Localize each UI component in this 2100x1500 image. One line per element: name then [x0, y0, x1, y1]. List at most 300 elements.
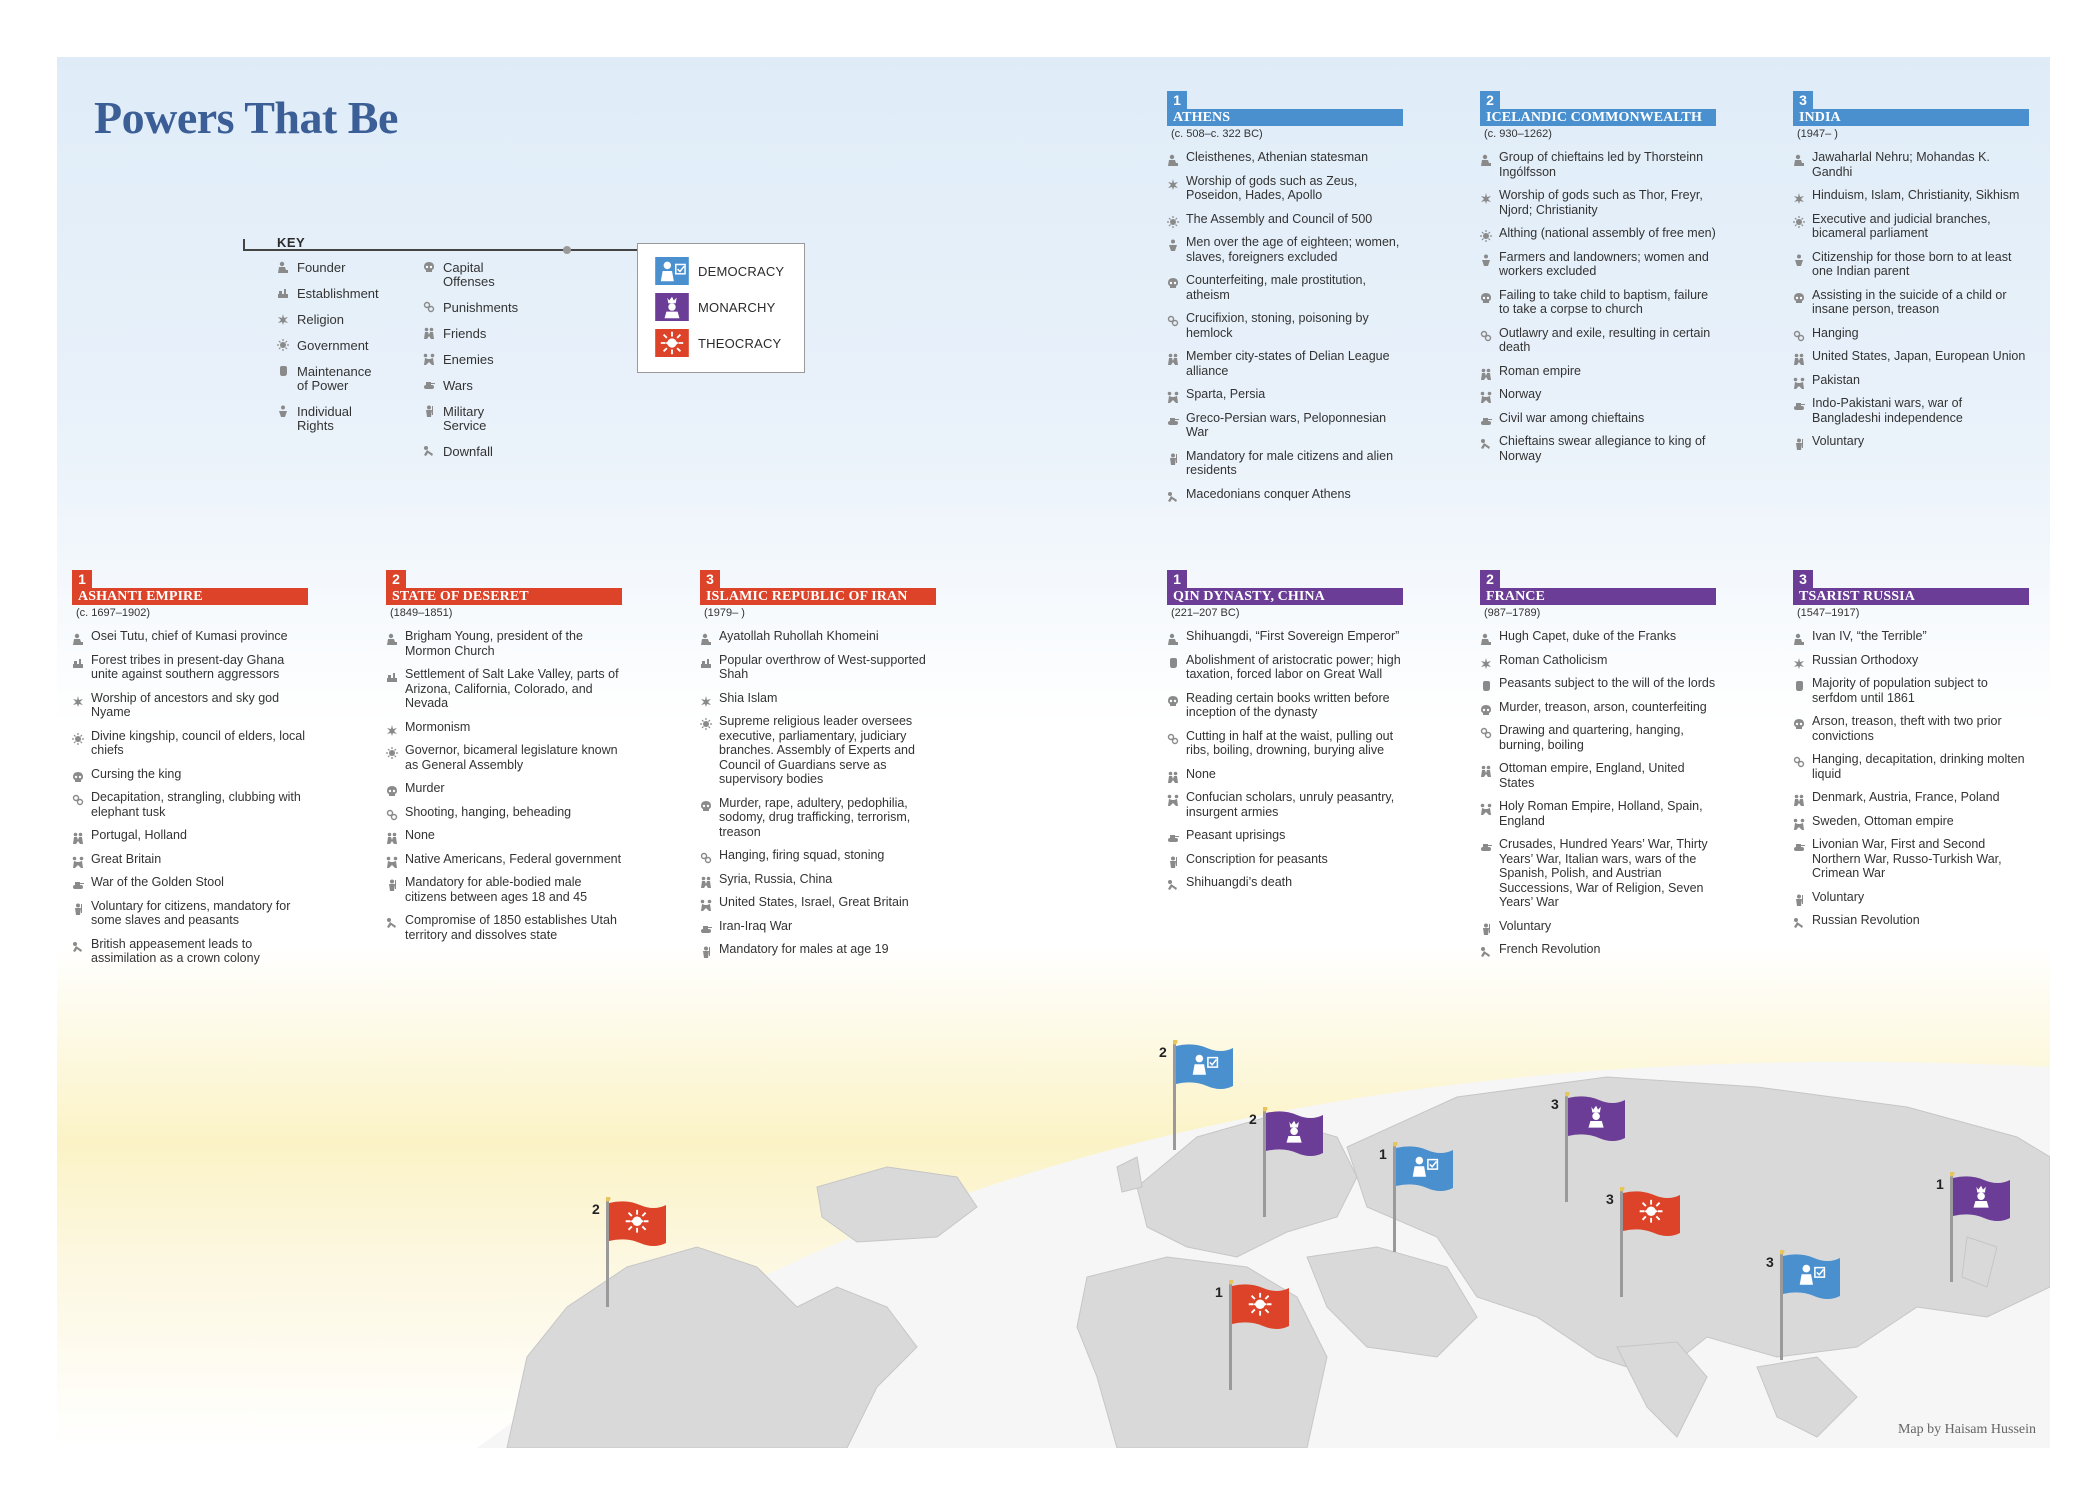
regime-fact	[72, 729, 312, 758]
soldier-icon	[1793, 891, 1805, 903]
regime-fact	[700, 629, 940, 644]
key-item-label: Downfall	[443, 444, 493, 459]
government-icon	[1167, 213, 1179, 225]
tank-icon	[1793, 838, 1805, 850]
tank-icon	[1480, 412, 1492, 424]
regime-column	[1480, 91, 1720, 472]
regime-fact-text: Cutting in half at the waist, pulling out ribs, boiling, drowning, burying alive	[1186, 728, 1394, 757]
flag-graphic	[1393, 1142, 1457, 1252]
regime-column	[1793, 570, 2033, 937]
regime-number: 2	[1480, 91, 1500, 109]
regime-fact	[386, 875, 626, 904]
regime-fact-text: Worship of ancestors and sky god Nyame	[91, 690, 280, 719]
regime-fact-text: Divine kingship, council of elders, local chiefs	[91, 728, 305, 757]
regime-fact-text: Shihuangdi’s death	[1186, 875, 1293, 889]
regime-fact-text: Livonian War, First and Second Northern War, Russo-Turkish War, Crimean War	[1812, 837, 2002, 880]
friends-icon	[700, 873, 712, 885]
regime-fact-text: Cleisthenes, Athenian statesman	[1186, 150, 1369, 164]
regime-fact	[1793, 714, 2033, 743]
soldier-icon	[423, 405, 435, 417]
infographic-page	[57, 57, 2050, 1448]
tank-icon	[1167, 829, 1179, 841]
regime-fact	[1480, 364, 1720, 379]
regime-fact-text: The Assembly and Council of 500	[1186, 211, 1373, 226]
flag-graphic	[606, 1197, 670, 1307]
regime-fact-text: United States, Japan, European Union	[1812, 349, 2026, 363]
regime-fact	[1167, 629, 1407, 644]
key-right-column	[423, 261, 529, 471]
regime-fact	[1480, 188, 1720, 217]
religion-icon	[1793, 189, 1805, 201]
regime-fact	[72, 629, 312, 644]
soldier-icon	[1167, 853, 1179, 865]
map-flag-democracy	[1159, 1040, 1237, 1154]
regime-name: ATHENS	[1167, 109, 1403, 126]
flag-graphic	[1620, 1187, 1684, 1297]
regime-fact-text: Murder, treason, arson, counterfeiting	[1499, 699, 1707, 714]
regime-fact-text: Peasants subject to the will of the lords	[1499, 676, 1716, 690]
establishment-icon	[386, 668, 398, 680]
regime-fact	[72, 937, 312, 966]
key-item-label: Military Service	[443, 404, 487, 433]
religion-icon	[386, 721, 398, 733]
regime-number: 1	[1167, 570, 1187, 588]
regime-fact-text: Failing to take child to baptism, failure to take a corpse to church	[1499, 287, 1709, 316]
regime-name: FRANCE	[1480, 588, 1716, 605]
regime-fact-text: Voluntary	[1499, 918, 1552, 933]
friends-icon	[1480, 762, 1492, 774]
regime-fact-text: Osei Tutu, chief of Kumasi province	[91, 629, 288, 643]
map-flag-monarchy	[1936, 1172, 2014, 1286]
religion-icon	[1793, 654, 1805, 666]
regime-fact	[1167, 235, 1407, 264]
regime-fact-text: Arson, treason, theft with two prior convictions	[1812, 714, 2002, 743]
regime-dates: (c. 1697–1902)	[76, 607, 150, 619]
regime-fact-text: Brigham Young, president of the Mormon Church	[405, 629, 583, 658]
skull-icon	[1793, 289, 1805, 301]
flag-number: 3	[1606, 1191, 1614, 1207]
regime-fact-text: Shihuangdi, “First Sovereign Emperor”	[1186, 629, 1400, 643]
regime-name: ISLAMIC REPUBLIC OF IRAN	[700, 588, 936, 605]
regime-fact-text: British appeasement leads to assimilation as a crown colony	[91, 936, 260, 965]
flag-graphic	[1950, 1172, 2014, 1282]
skull-icon	[1480, 701, 1492, 713]
regime-banner	[1480, 91, 1720, 126]
regime-fact	[1480, 150, 1720, 179]
key-item-label: Founder	[297, 260, 346, 275]
founder-icon	[1793, 151, 1805, 163]
regime-fact-text: Group of chieftains led by Thorsteinn Ingólfsson	[1499, 150, 1704, 179]
map-flag-democracy	[1766, 1250, 1844, 1364]
regime-fact	[386, 781, 626, 796]
shackles-icon	[1167, 312, 1179, 324]
regime-fact-text: Mormonism	[405, 719, 471, 734]
regime-fact-text: Crucifixion, stoning, poisoning by hemlock	[1186, 311, 1369, 340]
key-item	[277, 313, 383, 327]
regime-fact-text: Denmark, Austria, France, Poland	[1812, 790, 2000, 804]
regime-fact-text: Majority of population subject to serfdom until 1861	[1812, 676, 1988, 705]
power-fist-icon	[1167, 654, 1179, 666]
regime-fact-text: Greco-Persian wars, Peloponnesian War	[1186, 410, 1387, 439]
regime-fact-text: Sparta, Persia	[1186, 387, 1266, 401]
shackles-icon	[1480, 327, 1492, 339]
regime-fact	[700, 919, 940, 934]
tank-icon	[72, 876, 84, 888]
regime-fact	[1480, 250, 1720, 279]
regime-fact-text: Portugal, Holland	[91, 828, 187, 842]
regime-fact	[72, 875, 312, 890]
ballot-figure-icon	[652, 257, 692, 285]
key-rule-dot	[563, 246, 571, 254]
regime-fact-text: Althing (national assembly of free men)	[1499, 226, 1716, 240]
regime-fact-text: None	[405, 828, 435, 842]
regime-fact-text: Citizenship for those born to at least one Indian parent	[1812, 249, 2012, 278]
regime-fact	[1480, 723, 1720, 752]
regime-dates: (1979– )	[704, 607, 745, 619]
regime-fact-text: Murder, rape, adultery, pedophilia, sodomy, drug trafficking, terrorism, treason	[719, 795, 911, 839]
regime-fact	[1480, 653, 1720, 668]
flag-number: 2	[1249, 1111, 1257, 1127]
soldier-icon	[700, 943, 712, 955]
regime-fact-text: Hugh Capet, duke of the Franks	[1499, 629, 1677, 643]
map-flag-theocracy	[1606, 1187, 1684, 1301]
founder-icon	[1793, 630, 1805, 642]
regime-column	[700, 570, 940, 966]
regime-fact	[1167, 449, 1407, 478]
regime-fact-text: Voluntary	[1812, 434, 1865, 448]
gov-type-label: MONARCHY	[698, 299, 776, 315]
regime-fact	[1167, 487, 1407, 502]
shackles-icon	[700, 849, 712, 861]
key-item-label: Capital Offenses	[443, 260, 495, 289]
regime-fact	[700, 714, 940, 787]
regime-fact	[1167, 828, 1407, 843]
soldier-icon	[1167, 450, 1179, 462]
friends-icon	[1167, 768, 1179, 780]
key-item	[423, 261, 529, 289]
government-type-legend	[637, 243, 805, 373]
founder-icon	[72, 630, 84, 642]
regime-fact	[700, 872, 940, 887]
regime-column	[386, 570, 626, 951]
soldier-icon	[1480, 920, 1492, 932]
falling-figure-icon	[1480, 435, 1492, 447]
regime-column	[1167, 91, 1407, 510]
flag-graphic	[1780, 1250, 1844, 1360]
regime-fact	[1480, 761, 1720, 790]
friends-icon	[386, 829, 398, 841]
regime-fact	[1167, 387, 1407, 402]
shackles-icon	[1167, 730, 1179, 742]
regime-fact	[1793, 250, 2033, 279]
regime-fact-text: Men over the age of eighteen; women, slaves, foreigners excluded	[1186, 235, 1400, 264]
skull-icon	[1480, 289, 1492, 301]
enemies-icon	[386, 853, 398, 865]
regime-fact	[1480, 434, 1720, 463]
regime-banner	[1480, 570, 1720, 605]
friends-icon	[1793, 350, 1805, 362]
regime-name: ICELANDIC COMMONWEALTH	[1480, 109, 1716, 126]
map-flag-democracy	[1379, 1142, 1457, 1256]
map-flag-monarchy	[1249, 1107, 1327, 1221]
regime-fact	[72, 828, 312, 843]
key-item	[423, 405, 529, 433]
friends-icon	[423, 327, 435, 339]
key-item-label: Wars	[443, 378, 473, 393]
regime-fact	[72, 899, 312, 928]
key-item-label: Maintenance of Power	[297, 364, 372, 393]
power-fist-icon	[1480, 677, 1492, 689]
regime-fact	[72, 852, 312, 867]
skull-icon	[1793, 715, 1805, 727]
regime-number: 1	[72, 570, 92, 588]
government-icon	[700, 715, 712, 727]
regime-fact-text: Decapitation, strangling, clubbing with elephant tusk	[91, 790, 301, 819]
enemies-icon	[1167, 791, 1179, 803]
tank-icon	[1167, 412, 1179, 424]
regime-fact-text: Chieftains swear allegiance to king of Norway	[1499, 434, 1706, 463]
flag-graphic	[1565, 1092, 1629, 1202]
government-icon	[1793, 213, 1805, 225]
tank-icon	[1793, 397, 1805, 409]
regime-name: ASHANTI EMPIRE	[72, 588, 308, 605]
enemies-icon	[700, 896, 712, 908]
regime-fact-text: United States, Israel, Great Britain	[719, 895, 909, 909]
key-item	[423, 353, 529, 367]
regime-column	[1480, 570, 1720, 966]
regime-number: 2	[386, 570, 406, 588]
regime-fact	[386, 828, 626, 843]
regime-fact-text: Confucian scholars, unruly peasantry, insurgent armies	[1186, 790, 1395, 819]
regime-fact	[1793, 373, 2033, 388]
regime-fact-text: Russian Revolution	[1812, 913, 1920, 927]
skull-icon	[72, 768, 84, 780]
regime-fact	[1167, 875, 1407, 890]
regime-fact-text: Farmers and landowners; women and workers excluded	[1499, 249, 1709, 278]
regime-fact	[1793, 913, 2033, 928]
regime-fact-text: Macedonians conquer Athens	[1186, 486, 1351, 501]
regime-fact-text: Russian Orthodoxy	[1812, 652, 1919, 667]
regime-fact	[700, 942, 940, 957]
regime-fact	[1167, 852, 1407, 867]
regime-fact-text: Crusades, Hundred Years’ War, Thirty Years’ War, Italian wars, wars of the Spanish, Polish, and Austrian Successions, War of Religion, Seven Years’ War	[1499, 837, 1708, 909]
key-item	[277, 261, 383, 275]
shackles-icon	[1480, 724, 1492, 736]
regime-column	[72, 570, 312, 975]
regime-fact-text: Voluntary	[1812, 889, 1865, 904]
regime-fact	[1480, 288, 1720, 317]
regime-fact-text: Assisting in the suicide of a child or insane person, treason	[1812, 287, 2007, 316]
regime-fact	[1793, 653, 2033, 668]
key-item-label: Enemies	[443, 352, 494, 367]
regime-fact	[1793, 676, 2033, 705]
regime-fact-text: Worship of gods such as Zeus, Poseidon, Hades, Apollo	[1186, 173, 1358, 202]
shackles-icon	[72, 791, 84, 803]
regime-fact-text: Abolishment of aristocratic power; high taxation, forced labor on Great Wall	[1186, 652, 1401, 681]
radiant-eye-icon	[652, 329, 692, 357]
regime-fact	[1793, 212, 2033, 241]
flag-number: 3	[1766, 1254, 1774, 1270]
falling-figure-icon	[1480, 943, 1492, 955]
regime-fact	[1167, 273, 1407, 302]
regime-fact	[700, 796, 940, 840]
regime-fact-text: Hanging, firing squad, stoning	[719, 848, 885, 862]
key-item-label: Establishment	[297, 286, 379, 301]
flag-number: 3	[1551, 1096, 1559, 1112]
regime-fact-text: Drawing and quartering, hanging, burning, boiling	[1499, 723, 1684, 752]
falling-figure-icon	[386, 914, 398, 926]
skull-icon	[423, 261, 435, 273]
gov-type-monarchy	[652, 293, 790, 321]
regime-banner	[386, 570, 626, 605]
religion-icon	[1167, 175, 1179, 187]
regime-fact-text: Cursing the king	[91, 766, 182, 781]
regime-dates: (1947– )	[1797, 128, 1838, 140]
regime-fact	[72, 691, 312, 720]
regime-fact	[1793, 288, 2033, 317]
founder-icon	[1480, 151, 1492, 163]
key-item	[277, 287, 383, 301]
regime-fact-text: Outlawry and exile, resulting in certain death	[1499, 325, 1711, 354]
regime-dates: (c. 508–c. 322 BC)	[1171, 128, 1263, 140]
enemies-icon	[1167, 388, 1179, 400]
shackles-icon	[1793, 327, 1805, 339]
individual-rights-icon	[1167, 236, 1179, 248]
religion-icon	[700, 692, 712, 704]
regime-fact-text: Popular overthrow of West-supported Shah	[719, 652, 926, 681]
regime-fact-text: Iran-Iraq War	[719, 918, 793, 933]
individual-rights-icon	[1793, 251, 1805, 263]
regime-dates: (1547–1917)	[1797, 607, 1860, 619]
flag-number: 2	[1159, 1044, 1167, 1060]
regime-banner	[1167, 570, 1407, 605]
regime-number: 2	[1480, 570, 1500, 588]
regime-fact-text: Supreme religious leader oversees executive, parliamentary, judiciary branches. Assembly of Experts and Council of Guardians serve as supervisory bodies	[719, 714, 915, 786]
regime-fact-text: Ottoman empire, England, United States	[1499, 761, 1685, 790]
key-item-label: Individual Rights	[297, 404, 352, 433]
regime-fact	[1167, 411, 1407, 440]
flag-number: 1	[1379, 1146, 1387, 1162]
individual-rights-icon	[1480, 251, 1492, 263]
gov-type-democracy	[652, 257, 790, 285]
key-title: KEY	[277, 235, 306, 250]
regime-fact-text: Counterfeiting, male prostitution, atheism	[1186, 273, 1366, 302]
regime-fact	[386, 667, 626, 711]
regime-fact-text: Indo-Pakistani wars, war of Bangladeshi independence	[1812, 396, 1963, 425]
regime-banner	[1793, 570, 2033, 605]
regime-fact-text: War of the Golden Stool	[91, 875, 224, 889]
soldier-icon	[1793, 435, 1805, 447]
regime-banner	[700, 570, 940, 605]
regime-dates: (1849–1851)	[390, 607, 453, 619]
friends-icon	[1167, 350, 1179, 362]
founder-icon	[386, 630, 398, 642]
regime-fact-text: Great Britain	[91, 851, 162, 866]
gov-type-label: DEMOCRACY	[698, 263, 785, 279]
key-item	[423, 301, 529, 315]
regime-fact-text: Mandatory for males at age 19	[719, 942, 889, 956]
key-item	[277, 405, 383, 433]
government-icon	[386, 744, 398, 756]
regime-fact	[1167, 212, 1407, 227]
king-icon	[652, 293, 692, 321]
skull-icon	[386, 782, 398, 794]
regime-fact	[1793, 890, 2033, 905]
regime-dates: (c. 930–1262)	[1484, 128, 1552, 140]
regime-name: INDIA	[1793, 109, 2029, 126]
government-icon	[277, 339, 289, 351]
founder-icon	[1480, 630, 1492, 642]
establishment-icon	[277, 287, 289, 299]
flag-graphic	[1229, 1280, 1293, 1390]
regime-fact	[1480, 919, 1720, 934]
flag-number: 2	[592, 1201, 600, 1217]
regime-fact	[1480, 326, 1720, 355]
regime-name: STATE OF DESERET	[386, 588, 622, 605]
tank-icon	[1480, 838, 1492, 850]
tank-icon	[423, 379, 435, 391]
regime-fact	[1480, 387, 1720, 402]
soldier-icon	[386, 876, 398, 888]
founder-icon	[1167, 630, 1179, 642]
key-item	[423, 445, 529, 459]
enemies-icon	[1793, 374, 1805, 386]
regime-number: 3	[700, 570, 720, 588]
power-fist-icon	[277, 365, 289, 377]
page-title: Powers That Be	[94, 92, 398, 143]
flag-graphic	[1263, 1107, 1327, 1217]
shackles-icon	[423, 301, 435, 313]
regime-fact	[1793, 629, 2033, 644]
key-item-label: Religion	[297, 312, 344, 327]
shackles-icon	[1793, 753, 1805, 765]
regime-fact	[1793, 150, 2033, 179]
key-item-label: Government	[297, 338, 369, 353]
regime-banner	[1167, 91, 1407, 126]
regime-fact-text: Ayatollah Ruhollah Khomeini	[719, 629, 879, 643]
regime-fact-text: Norway	[1499, 387, 1542, 401]
map-flag-theocracy	[592, 1197, 670, 1311]
enemies-icon	[1480, 388, 1492, 400]
regime-fact-text: Roman Catholicism	[1499, 652, 1608, 667]
government-icon	[1480, 227, 1492, 239]
regime-fact	[1793, 326, 2033, 341]
regime-fact	[386, 629, 626, 658]
skull-icon	[1167, 692, 1179, 704]
regime-fact	[1480, 799, 1720, 828]
regime-fact	[700, 691, 940, 706]
regime-fact	[1480, 411, 1720, 426]
key-item	[423, 327, 529, 341]
regime-dates: (221–207 BC)	[1171, 607, 1240, 619]
regime-fact	[1793, 837, 2033, 881]
regime-fact-text: Peasant uprisings	[1186, 828, 1286, 842]
key-item	[277, 365, 383, 393]
friends-icon	[1480, 365, 1492, 377]
enemies-icon	[1793, 815, 1805, 827]
regime-fact	[1167, 349, 1407, 378]
enemies-icon	[423, 353, 435, 365]
regime-fact-text: Worship of gods such as Thor, Freyr, Njord; Christianity	[1499, 188, 1703, 217]
regime-fact	[1167, 790, 1407, 819]
regime-fact	[1167, 653, 1407, 682]
regime-fact-text: Jawaharlal Nehru; Mohandas K. Gandhi	[1812, 150, 1990, 179]
regime-fact-text: Native Americans, Federal government	[405, 851, 622, 866]
regime-fact	[72, 767, 312, 782]
regime-fact-text: Hanging	[1812, 325, 1859, 340]
regime-number: 3	[1793, 570, 1813, 588]
shackles-icon	[386, 806, 398, 818]
